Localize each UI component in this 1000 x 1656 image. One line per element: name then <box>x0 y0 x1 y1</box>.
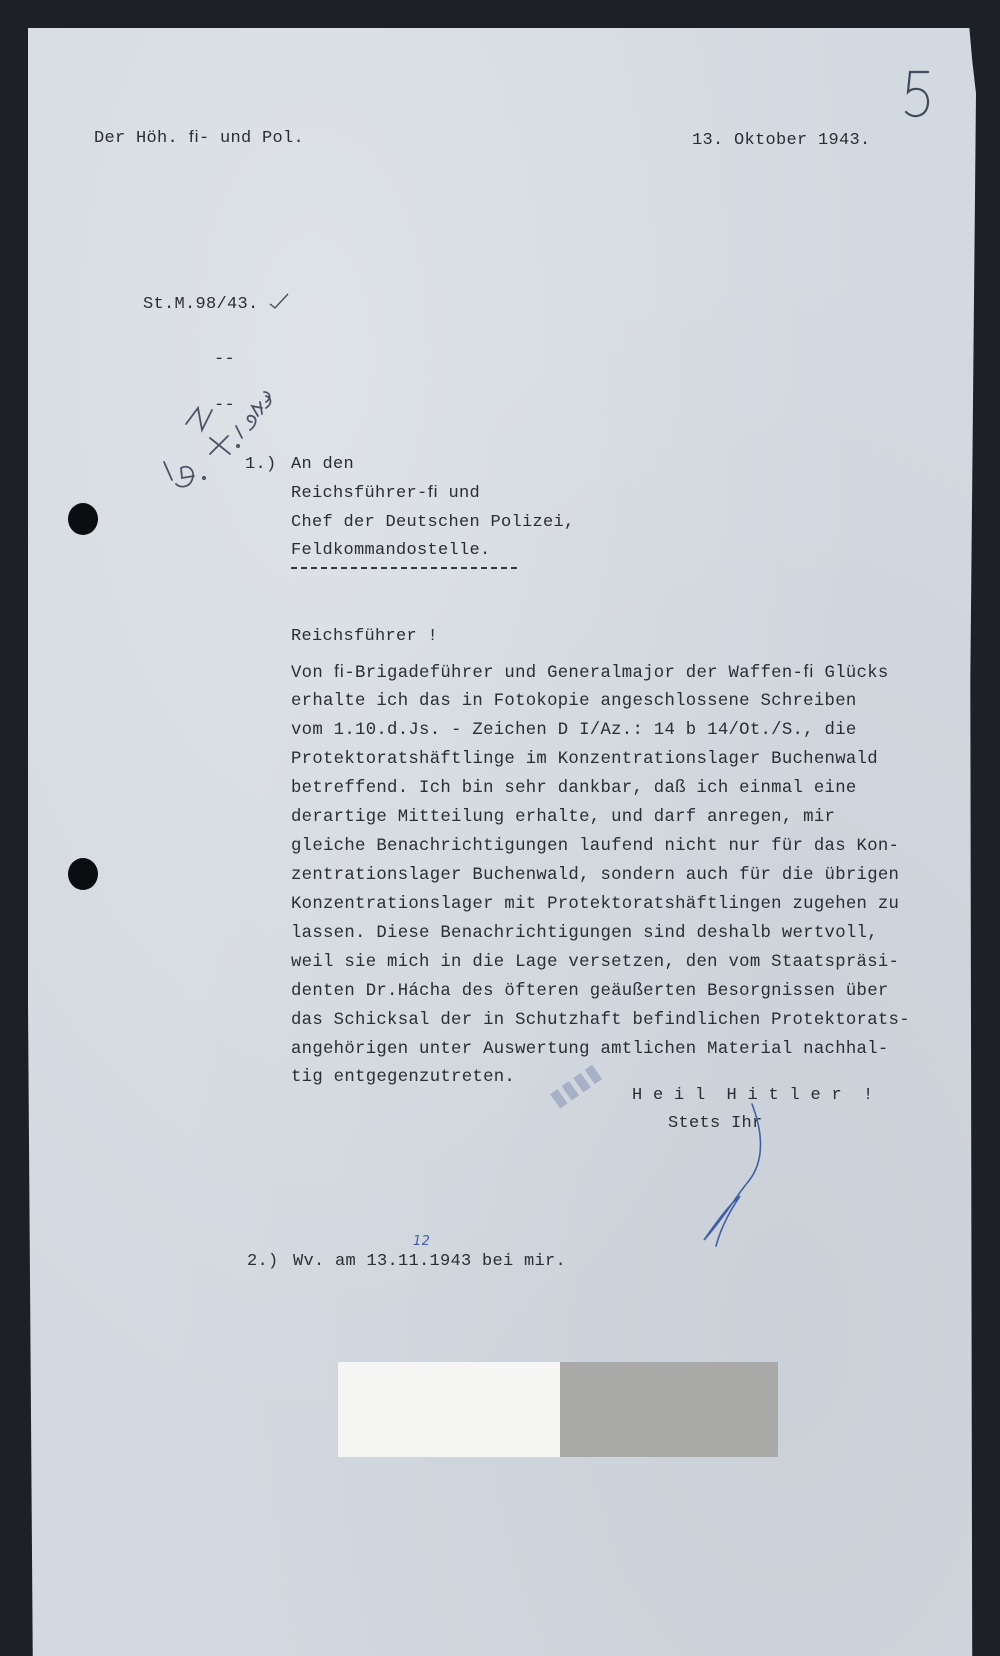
faded-stamp: ▮▮▮▮ <box>545 1058 607 1112</box>
recipient-line-2: Reichsführer-ﬁ und <box>291 484 481 503</box>
checkmark-annotation <box>268 292 290 317</box>
recipient-line-3: Chef der Deutschen Polizei, <box>291 513 575 532</box>
body-line: erhalte ich das in Fotokopie angeschlossene Schreiben <box>291 692 857 711</box>
handwritten-correction: 12 <box>413 1234 431 1249</box>
dash-mark-2: -- <box>214 396 236 415</box>
punch-hole-top <box>68 503 98 535</box>
body-line: betreffend. Ich bin sehr dankbar, daß ich einmal eine <box>291 779 857 798</box>
recipient-underline <box>291 567 517 569</box>
body-line: angehörigen unter Auswertung amtlichen Material nachhal- <box>291 1040 889 1059</box>
letter-date: 13. Oktober 1943. <box>692 131 871 150</box>
body-line: Von ﬁ-Brigadeführer und Generalmajor der Waffen-ﬁ Glücks <box>291 664 889 683</box>
archive-card-grey-block <box>560 1362 778 1457</box>
item-number-2: 2.) <box>247 1252 279 1271</box>
body-line: gleiche Benachrichtigungen laufend nicht nur für das Kon- <box>291 837 900 856</box>
body-line: derartige Mitteilung erhalte, und darf anregen, mir <box>291 808 836 827</box>
sender-line: Der Höh. ﬁ- und Pol. <box>94 129 305 148</box>
body-line: Konzentrationslager mit Protektoratshäftlingen zugehen zu <box>291 895 900 914</box>
dash-mark-1: -- <box>214 350 236 369</box>
body-line: tig entgegenzutreten. <box>291 1068 516 1087</box>
salutation: Reichsführer ! <box>291 627 439 646</box>
received-date-annotation <box>150 380 290 515</box>
body-line: zentrationslager Buchenwald, sondern auch für die übrigen <box>291 866 900 885</box>
body-line: Protektoratshäftlinge im Konzentrationslager Buchenwald <box>291 750 878 769</box>
archive-card <box>338 1362 778 1457</box>
recipient-line-1: An den <box>291 455 355 474</box>
archive-card-white-block <box>338 1362 560 1457</box>
body-line: lassen. Diese Benachrichtigungen sind deshalb wertvoll, <box>291 924 878 943</box>
body-line: das Schicksal der in Schutzhaft befindlichen Protektorats- <box>291 1011 910 1030</box>
closing-greeting: H e i l H i t l e r ! <box>632 1086 874 1105</box>
file-number: St.M.98/43. <box>143 295 259 314</box>
item-number-1: 1.) <box>245 455 277 474</box>
body-line: weil sie mich in die Lage versetzen, den vom Staatspräsi- <box>291 953 900 972</box>
recipient-line-4: Feldkommandostelle. <box>291 541 491 560</box>
signoff: Stets Ihr <box>668 1114 763 1133</box>
followup-note: Wv. am 13.11.1943 bei mir. <box>293 1252 567 1271</box>
signature-stroke <box>696 1100 776 1255</box>
body-line: vom 1.10.d.Js. - Zeichen D I/Az.: 14 b 14/Ot./S., die <box>291 721 857 740</box>
page-number-annotation <box>898 66 938 126</box>
punch-hole-bottom <box>68 858 98 890</box>
body-line: denten Dr.Hácha des öfteren geäußerten Besorgnissen über <box>291 982 889 1001</box>
